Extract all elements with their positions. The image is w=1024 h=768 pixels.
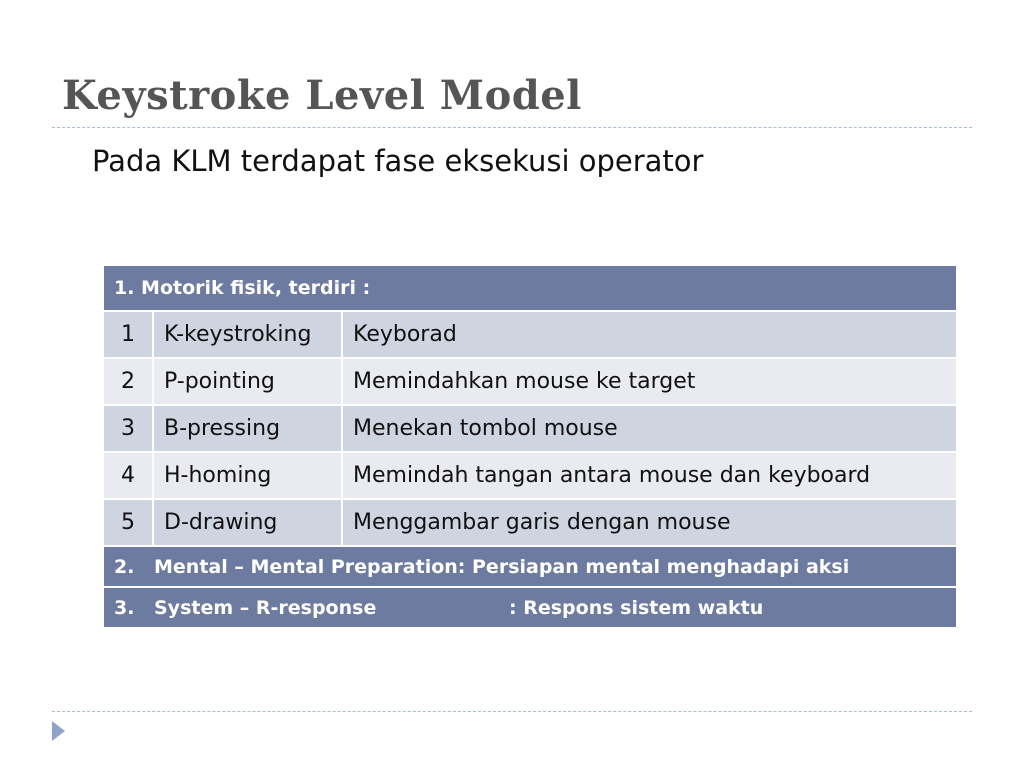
table-header-cell: 1. Motorik fisik, terdiri : [103,265,957,311]
row-number: 2 [103,358,153,405]
footer-cell [103,587,957,628]
row-operator: B-pressing [153,405,342,452]
slide-subtitle: Pada KLM terdapat fase eksekusi operator [92,144,704,178]
title-divider [52,127,972,128]
row-description: Menekan tombol mouse [342,405,957,452]
slide-title: Keystroke Level Model [62,72,582,119]
triangle-bullet-icon [52,721,65,741]
row-operator: D-drawing [153,499,342,546]
row-number: 3 [103,405,153,452]
row-description: Keyborad [342,311,957,358]
row-operator: H-homing [153,452,342,499]
table-row [103,311,957,358]
table-row [103,499,957,546]
table-footer-row-mental [103,546,957,587]
row-operator: P-pointing [153,358,342,405]
table-header-row [103,265,957,311]
footer-number: 2. [114,555,135,578]
footer-label: System – R-response [154,596,377,619]
row-number: 1 [103,311,153,358]
table-row [103,405,957,452]
row-description: Memindahkan mouse ke target [342,358,957,405]
klm-operator-table [102,264,958,629]
footer-description: : Persiapan mental menghadapi aksi [457,555,850,578]
row-number: 5 [103,499,153,546]
footer-divider [52,711,972,712]
footer-description: : Respons sistem waktu [509,596,764,619]
table-row [103,452,957,499]
footer-number: 3. [114,596,135,619]
table-footer-row-system [103,587,957,628]
row-number: 4 [103,452,153,499]
row-description: Menggambar garis dengan mouse [342,499,957,546]
table-row [103,358,957,405]
row-description: Memindah tangan antara mouse dan keyboard [342,452,957,499]
footer-label: Mental – Mental Preparation [154,555,458,578]
row-operator: K-keystroking [153,311,342,358]
footer-cell [103,546,957,587]
